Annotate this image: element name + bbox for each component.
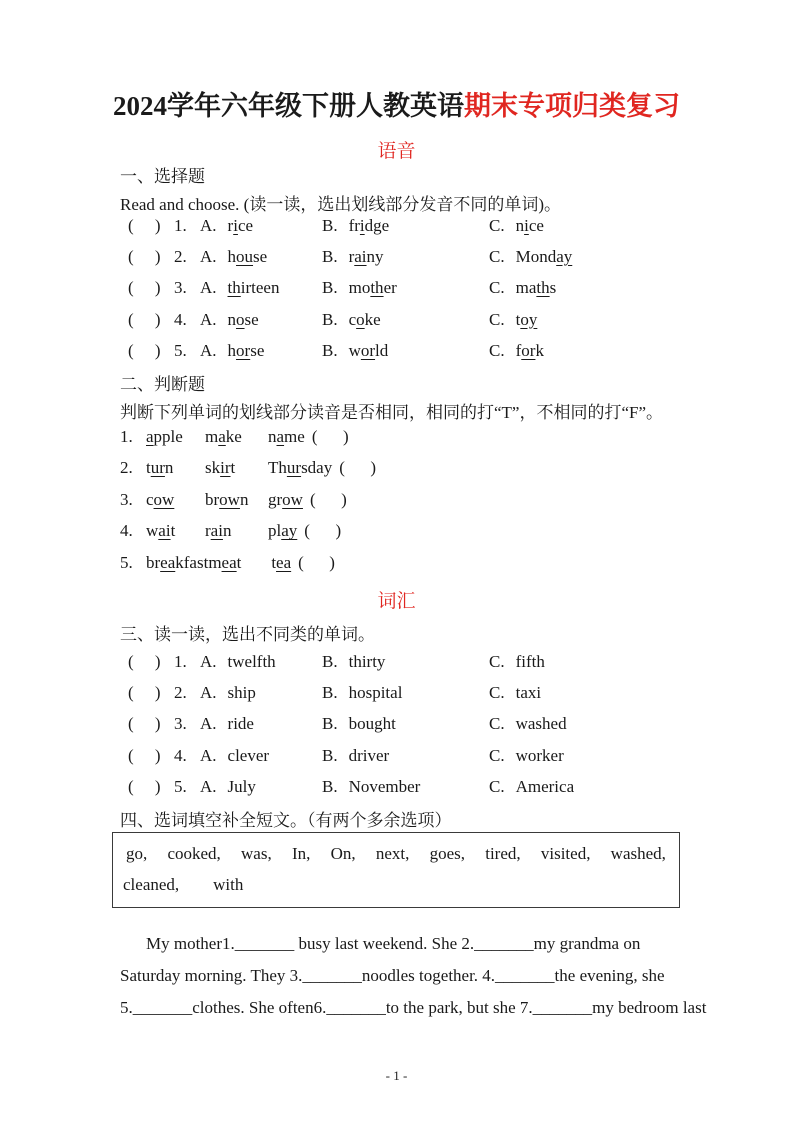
judge-word-3 [271,553,291,573]
underlined-part: ow [219,489,240,509]
question-number: 4. [174,309,187,329]
answer-bracket: ( ) [298,552,335,572]
judge-word: meat [208,552,242,572]
section1-question-list [128,210,743,367]
option-word: clever [227,745,270,765]
answer-bracket: ( ) [311,426,349,446]
option-word: twelfth [227,651,276,671]
option-label: C. [489,777,505,797]
option-c [489,683,743,703]
option-label: B. [322,215,338,235]
underlined-part: th [536,278,550,298]
judge-word: play [268,521,298,541]
question-number: 2. [174,247,187,267]
passage-line: My mother1._______ busy last weekend. She 2._______my grandma on [146,934,641,953]
underlined-part: or [236,341,251,361]
option-label: B. [322,278,338,298]
judge-word-1 [146,427,205,447]
option-c [489,777,743,797]
option-a [200,683,322,703]
option-label: A. [200,777,217,797]
choice-question-row [128,336,743,367]
option-b [322,341,489,361]
choice-question-row [128,273,743,304]
option-a [200,746,322,766]
page-title-red-part: 期末专项归类复习 [464,91,680,121]
option-word: ride [227,714,254,734]
option-word: worker [515,745,564,765]
judge-item-row [120,547,743,579]
judge-word: tea [271,552,292,572]
option-label: B. [322,683,338,703]
option-a [200,278,322,298]
section2-heading: 二、判断题 [120,375,205,394]
underlined-part: ay [556,247,573,267]
option-label: B. [322,745,338,765]
question-number: 2. [174,683,187,703]
judge-word: wait [146,521,176,541]
option-label: A. [200,341,217,361]
option-word: driver [348,745,390,765]
option-label: C. [489,247,505,267]
option-word: house [227,247,268,267]
option-label: B. [322,777,338,797]
judge-word-2 [208,553,271,573]
option-word: fork [515,341,544,361]
option-label: A. [200,247,217,267]
question-number: 3. [174,714,187,734]
answer-bracket: ( ) [128,683,161,703]
option-word: November [348,777,421,797]
option-label: B. [322,341,338,361]
judge-word: Thursday [268,458,333,478]
option-b [322,746,489,766]
judge-item-row [120,421,743,453]
judge-word: grow [268,489,303,509]
item-number: 4. [120,521,133,541]
option-word: maths [515,278,557,298]
word-bank-item: goes, [429,843,466,863]
option-word: washed [515,714,567,734]
option-b [322,777,489,797]
word-bank-item: cooked, [167,843,221,863]
section2-instruction: 判断下列单词的划线部分读音是否相同，相同的打“T”，不相同的打“F”。 [120,403,664,422]
judge-word: breakfast [146,552,209,572]
underlined-part: i [359,215,365,235]
word-bank-item: go, [126,843,148,863]
question-number: 1. [174,215,187,235]
underlined-part: a [146,426,154,446]
judge-word: rain [205,521,232,541]
option-label: C. [489,651,505,671]
option-label: A. [200,215,217,235]
underlined-part: o [356,309,365,329]
answer-bracket: ( ) [128,309,161,329]
underlined-part: a [218,426,226,446]
option-label: C. [489,714,505,734]
option-c [489,310,743,330]
choice-question-row [128,210,743,241]
option-b [322,278,489,298]
page-number: - 1 - [385,1068,408,1083]
choice-question-row [128,304,743,335]
option-word: bought [348,714,396,734]
underlined-part: ow [282,489,303,509]
judge-word-3 [268,490,303,510]
option-c [489,216,743,236]
word-bank-item: On, [330,843,356,863]
word-bank-item: cleaned, [123,874,180,894]
underlined-part: ai [210,521,223,541]
answer-bracket: ( ) [128,651,161,671]
underlined-part: oy [520,309,538,329]
choice-question-row [128,677,743,708]
option-c [489,714,743,734]
judge-word: apple [146,426,183,446]
underlined-part: a [276,426,285,446]
option-label: A. [200,309,217,329]
answer-bracket: ( ) [304,521,342,541]
option-c [489,746,743,766]
judge-item-row [120,516,743,548]
judge-item-row [120,453,743,485]
underlined-part: or [521,341,536,361]
judge-word-1 [146,490,205,510]
option-word: world [348,341,389,361]
word-bank-box [112,832,680,908]
word-bank-item: In, [291,843,311,863]
underlined-part: ur [150,458,165,478]
question-number: 3. [174,278,187,298]
option-label: A. [200,651,217,671]
option-word: hospital [348,683,403,703]
option-a [200,714,322,734]
underlined-part: ur [286,458,302,478]
item-number: 5. [120,552,133,572]
judge-word-1 [146,458,205,478]
option-word: America [515,777,575,797]
option-label: B. [322,651,338,671]
option-label: B. [322,309,338,329]
option-word: coke [348,309,381,329]
passage-line: Saturday morning. They 3._______noodles together. 4._______the evening, she [120,966,665,985]
option-b [322,714,489,734]
option-a [200,652,322,672]
underlined-part: i [233,215,238,235]
section3-question-list [128,646,743,803]
option-label: B. [322,247,338,267]
word-bank-item: visited, [540,843,591,863]
word-bank-item: with [213,874,244,894]
option-word: ship [227,683,256,703]
word-bank-line1 [123,838,669,869]
option-word: toy [515,309,538,329]
underlined-part: ou [236,247,254,267]
option-word: mother [348,278,397,298]
option-word: thirteen [227,278,280,298]
section3-heading: 三、读一读，选出不同类的单词。 [120,625,375,644]
option-label: A. [200,745,217,765]
option-word: nose [227,309,259,329]
item-number: 3. [120,489,133,509]
option-word: thirty [348,651,386,671]
option-a [200,247,322,267]
underlined-part: ea [160,552,176,572]
question-number: 1. [174,651,187,671]
underlined-part: ai [158,521,171,541]
answer-bracket: ( ) [128,247,161,267]
judge-word: make [205,426,242,446]
option-label: A. [200,278,217,298]
answer-bracket: ( ) [339,458,377,478]
option-label: A. [200,714,217,734]
judge-word-2 [205,521,268,541]
judge-word: brown [205,489,249,509]
item-number: 1. [120,426,133,446]
choice-question-row [128,709,743,740]
underlined-part: or [360,341,376,361]
option-a [200,777,322,797]
option-label: C. [489,215,505,235]
word-bank-item: next, [375,843,410,863]
option-b [322,216,489,236]
item-number: 2. [120,458,133,478]
option-c [489,247,743,267]
answer-bracket: ( ) [309,489,347,509]
option-word: taxi [515,683,542,703]
passage-line: 5._______clothes. She often6._______to the park, but she 7._______my bedroom last [120,998,707,1017]
judge-word-3 [268,458,332,478]
judge-word-2 [205,490,268,510]
answer-bracket: ( ) [128,278,161,298]
judge-word: turn [146,458,174,478]
page-title [0,84,793,123]
word-bank-item: tired, [485,843,521,863]
question-number: 5. [174,777,187,797]
section1-heading: 一、选择题 [120,167,205,186]
underlined-part: th [227,278,241,298]
judge-word-3 [268,427,305,447]
option-b [322,247,489,267]
judge-word-1 [146,521,205,541]
answer-bracket: ( ) [128,745,161,765]
section4-heading: 四、选词填空补全短文。（有两个多余选项） [120,811,452,830]
option-word: fridge [348,215,390,235]
choice-question-row [128,646,743,677]
choice-question-row [128,740,743,771]
judge-word: cow [146,489,175,509]
option-word: rainy [348,247,384,267]
question-number: 4. [174,745,187,765]
option-b [322,683,489,703]
cloze-passage [120,928,707,1024]
word-bank-item: washed, [610,843,666,863]
option-a [200,341,322,361]
section1-instruction: Read and choose. (读一读，选出划线部分发音不同的单词)。 [120,195,562,214]
question-number: 5. [174,341,187,361]
judge-word-3 [268,521,297,541]
vocab-section-label: 词汇 [377,591,416,612]
option-c [489,341,743,361]
option-word: rice [227,215,254,235]
option-b [322,310,489,330]
option-c [489,278,743,298]
underlined-part: ow [153,489,175,509]
judge-word-2 [205,458,268,478]
option-word: July [227,777,256,797]
option-word: fifth [515,651,545,671]
option-label: C. [489,683,505,703]
option-a [200,310,322,330]
judge-word-1 [146,553,208,573]
answer-bracket: ( ) [128,341,161,361]
underlined-part: ay [281,521,298,541]
phonics-section-label: 语音 [377,141,416,162]
page-title-black-part: 2024学年六年级下册人教英语 [113,91,464,121]
option-label: B. [322,714,338,734]
option-label: C. [489,341,505,361]
underlined-part: th [370,278,384,298]
option-a [200,216,322,236]
choice-question-row [128,772,743,803]
judge-item-row [120,484,743,516]
choice-question-row [128,241,743,272]
underlined-part: ea [276,552,292,572]
word-bank-item: was, [241,843,272,863]
option-b [322,652,489,672]
option-word: nice [515,215,544,235]
option-word: Monday [515,247,573,267]
option-label: C. [489,309,505,329]
underlined-part: ea [221,552,237,572]
option-c [489,652,743,672]
underlined-part: ai [354,247,367,267]
judge-word-2 [205,427,268,447]
answer-bracket: ( ) [128,714,161,734]
word-bank-line2 [123,869,669,900]
judge-word: name [268,426,305,446]
judge-word: skirt [205,458,236,478]
underlined-part: i [524,215,529,235]
underlined-part: ir [220,458,231,478]
answer-bracket: ( ) [128,215,161,235]
option-word: horse [227,341,265,361]
answer-bracket: ( ) [128,777,161,797]
option-label: C. [489,745,505,765]
option-label: C. [489,278,505,298]
option-label: A. [200,683,217,703]
section2-item-list [120,421,743,579]
underlined-part: o [236,309,245,329]
